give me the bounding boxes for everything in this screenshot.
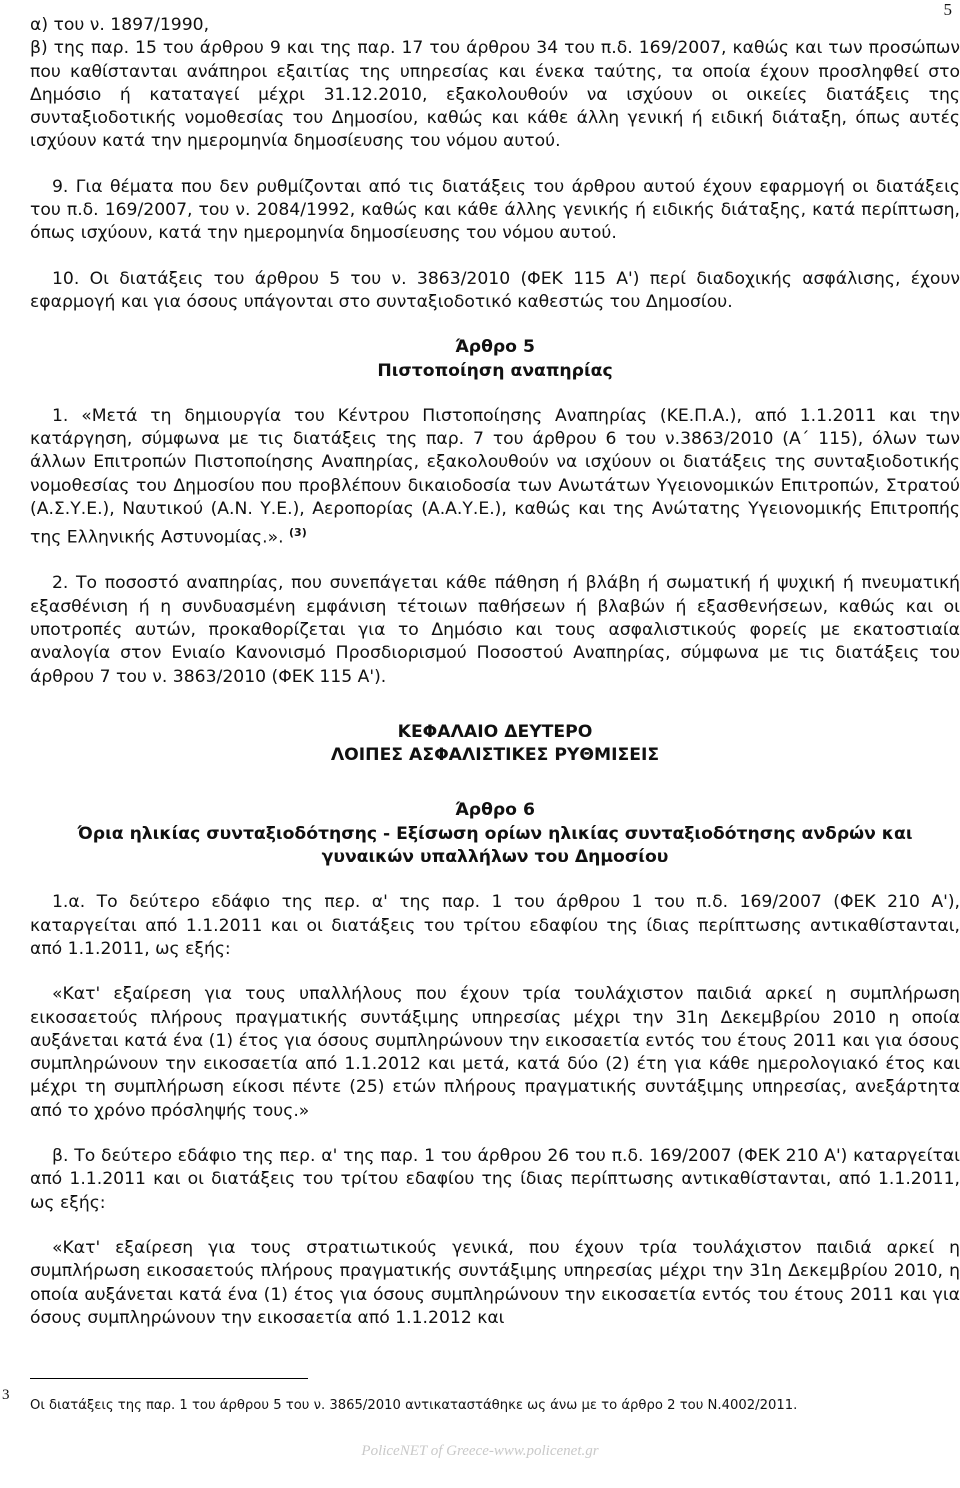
footnote-mark: 3 xyxy=(2,1387,10,1403)
paragraph: 1.α. Το δεύτερο εδάφιο της περ. α' της παρ. 1 του άρθρου 1 του π.δ. 169/2007 (ΦΕΚ 210 Α'), καταργείται από 1.1.2011 και οι διατάξεις του τρίτου εδαφίου της ίδιας περίπτωσης αντικαθίστανται, από 1.1.2011, ως εξής: xyxy=(30,892,960,959)
article-title: Άρθρο 6 xyxy=(455,800,535,821)
watermark: PoliceNET of Greece-www.policenet.gr xyxy=(361,1443,599,1459)
chapter-title: ΚΕΦΑΛΑΙΟ ΔΕΥΤΕΡΟ xyxy=(397,721,593,742)
paragraph: «Κατ' εξαίρεση για τους στρατιωτικούς γενικά, που έχουν τρία τουλάχιστον παιδιά αρκεί η συμπλήρωση εικοσαετούς πλήρους πραγματικής συντάξιμης υπηρεσίας μέχρι την 31η Δεκεμβρίου 2010, η οποία αυξάνεται κατά ένα (1) έτος για όσους συμπληρώνουν την εικοσαετία εντός του έτους 2011 και για όσους συμπληρώνουν την εικοσαετία από 1.1.2012 και xyxy=(30,1237,960,1328)
paragraph: 9. Για θέματα που δεν ρυθμίζονται από τις διατάξεις του άρθρου αυτού έχουν εφαρμογή οι διατάξεις του π.δ. 169/2007, του ν. 2084/1992, καθώς και κάθε άλλης γενικής ή ειδικής διάταξης, κατά περίπτωση, όπως ισχύουν, κατά την ημερομηνία δημοσίευσης του νόμου αυτού. xyxy=(30,176,960,244)
paragraph: 10. Οι διατάξεις του άρθρου 5 του ν. 3863/2010 (ΦΕΚ 115 Α') περί διαδοχικής ασφάλισης, έχουν εφαρμογή και για όσους υπάγονται στο συνταξιοδοτικό καθεστώς του Δημοσίου. xyxy=(30,268,960,312)
paragraph: «Κατ' εξαίρεση για τους υπαλλήλους που έχουν τρία τουλάχιστον παιδιά αρκεί η συμπλήρωση εικοσαετούς πλήρους πραγματικής συντάξιμης υπηρεσίας μέχρι την 31η Δεκεμβρίου 2010 η οποία αυξάνεται κατά ένα (1) έτος για όσους συμπληρώνουν την εικοσαετία εντός του έτους 2011 και για όσους συμπληρώνουν την εικοσαετία από 1.1.2012 και μετά, κατά δύο (2) έτη για κάθε ημερολογιακό έτος και μέχρι τη συμπλήρωση είκοσι πέντε (25) ετών πλήρους πραγματικής συντάξιμης υπηρεσίας, ανεξάρτητα από το χρόνο πρόσληψής τους.» xyxy=(30,984,960,1121)
paragraph: β. Το δεύτερο εδάφιο της περ. α' της παρ. 1 του άρθρου 26 του π.δ. 169/2007 (ΦΕΚ 210 Α') καταργείται από 1.1.2011 και οι διατάξεις του τρίτου εδαφίου της ίδιας περίπτωσης αντικαθίστανται, από 1.1.2011, ως εξής: xyxy=(30,1146,960,1213)
paragraph: 2. Το ποσοστό αναπηρίας, που συνεπάγεται κάθε πάθηση ή βλάβη ή σωματική ή ψυχική ή πνευματική εξασθένιση ή η συνδυασμένη εμφάνιση τέτοιων παθήσεων ή βλαβών ή εξασθενήσεων, καθώς και οι υποτροπές αυτών, προκαθορίζεται για το Δημόσιο και τους ασφαλιστικούς φορείς με εκατοστιαία αναλογία στον Ενιαίο Κανονισμό Προσδιορισμού Ποσοστού Αναπηρίας, σύμφωνα με τις διατάξεις του άρθρου 7 του ν. 3863/2010 (ΦΕΚ 115 Α'). xyxy=(30,573,960,687)
article-title: Άρθρο 5 xyxy=(455,337,535,358)
page-number: 5 xyxy=(943,0,952,19)
paragraph-text: 1. «Μετά τη δημιουργία του Κέντρου Πιστοποίησης Αναπηρίας (ΚΕ.Π.Α.), από 1.1.2011 και την κατάργηση, σύμφωνα με τις διατάξεις της παρ. 7 του άρθρου 6 του ν.3863/2010 (Α΄ 115), όλων των άλλων Επιτροπών Πιστοποίησης Αναπηρίας, εξακολουθούν να ισχύουν οι διατάξεις της συνταξιοδοτικής νομοθεσίας του Δημοσίου που προβλέπουν δικαιοδοσία των Ανωτάτων Υγειονομικών Επιτροπών, Στρατού (Α.Σ.Υ.Ε.), Ναυτικού (Α.Ν. Υ.Ε.), Αεροπορίας (Α.Α.Υ.Ε.), καθώς και της Ανώτατης Υγειονομικής Επιτροπής της Ελληνικής Αστυνομίας.». xyxy=(30,405,960,549)
document-body xyxy=(30,14,960,1330)
chapter-subtitle: ΛΟΙΠΕΣ ΑΣΦΑΛΙΣΤΙΚΕΣ ΡΥΘΜΙΣΕΙΣ xyxy=(330,745,660,766)
footnote-text: Οι διατάξεις της παρ. 1 του άρθρου 5 του ν. 3865/2010 αντικαταστάθηκε ως άνω με το άρθρο 2 του Ν.4002/2011. xyxy=(30,1398,798,1413)
footnote-reference: (3) xyxy=(289,526,307,540)
article-subtitle: Όρια ηλικίας συνταξιοδότησης - Εξίσωση ορίων ηλικίας συνταξιοδότησης ανδρών και γυναικών υπαλλήλων του Δημοσίου xyxy=(77,823,913,868)
paragraph: β) της παρ. 15 του άρθρου 9 και της παρ. 17 του άρθρου 34 του π.δ. 169/2007, καθώς και των προσώπων που καθίστανται ανάπηροι εξαιτίας της υπηρεσίας και ένεκα ταύτης, τα οποία έχουν προσληφθεί στο Δημόσιο ή καταταγεί μέχρι 31.12.2010, εξακολουθούν να ισχύουν οι οικείες διατάξεις της συνταξιοδοτικής νομοθεσίας του Δημοσίου, καθώς και κάθε άλλη γενική ή ειδική διάταξη, όπως αυτές ισχύουν κατά την ημερομηνία δημοσίευσης του νόμου αυτού. xyxy=(30,38,960,152)
paragraph xyxy=(30,405,960,551)
paragraph: α) του ν. 1897/1990, xyxy=(30,15,210,35)
footnote-rule xyxy=(30,1378,308,1379)
article-subtitle: Πιστοποίηση αναπηρίας xyxy=(377,360,613,381)
